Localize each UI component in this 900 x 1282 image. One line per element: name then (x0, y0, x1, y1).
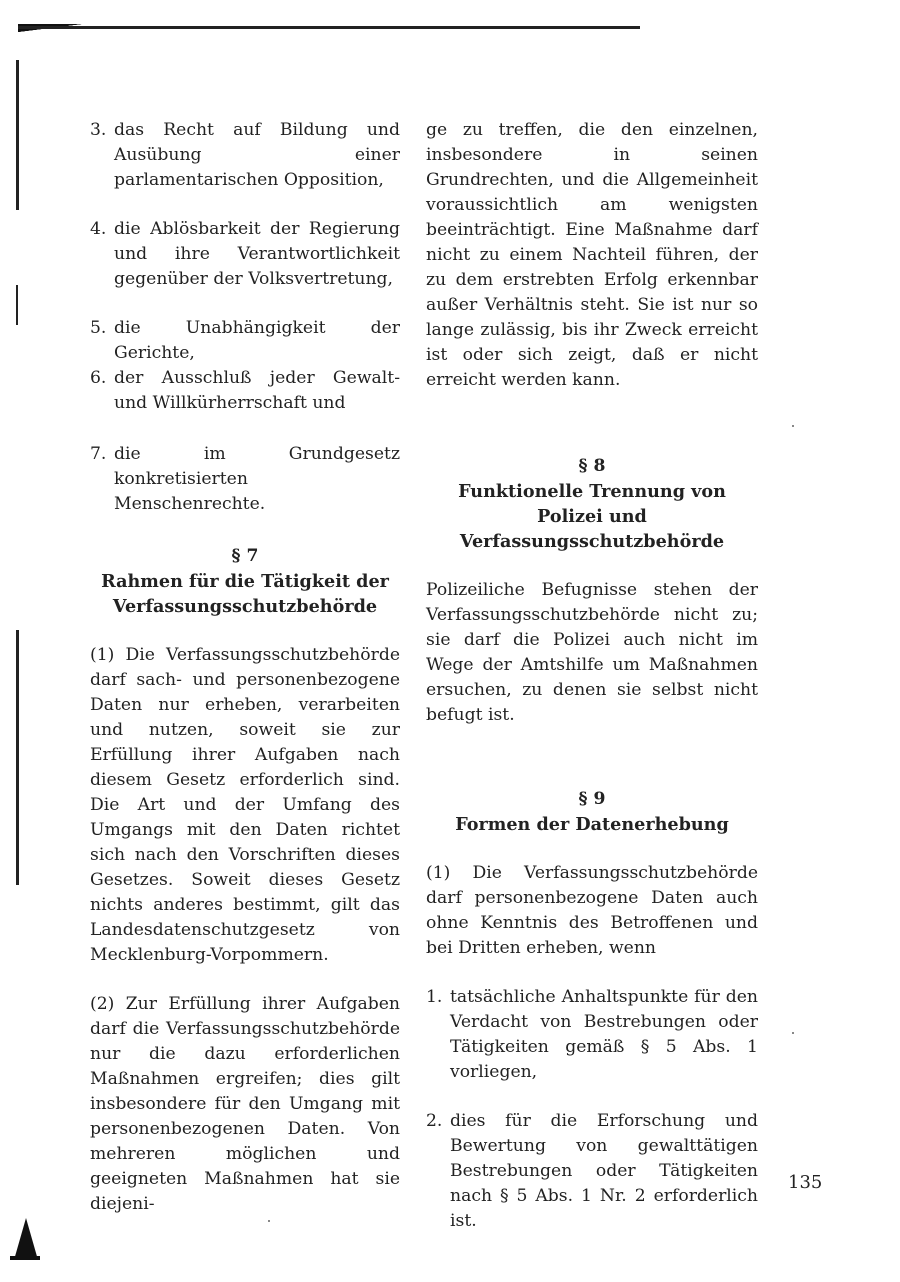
paragraph: ge zu treffen, die den einzelnen, insbesondere in seinen Grundrechten, und die Allgemeinheit voraussichtlich am wenigsten beeinträchtigt. Eine Maßnahme darf nicht zu einem Nachteil führen, der zu dem erstrebten Erfolg erkennbar außer Verhältnis steht. Sie ist nur so lange zulässig, bis ihr Zweck erreicht ist oder sich zeigt, daß er nicht erreicht werden kann. (426, 120, 758, 390)
scan-dot (268, 1220, 270, 1222)
paragraph: (1) Die Verfassungsschutzbehörde darf sach- und personenbezogene Daten nur erheben, verarbeiten und nutzen, soweit sie zur Erfüllung ihrer Aufgaben nach diesem Gesetz erforderlich sind. Die Art und der Umfang des Umgangs mit den Daten richtet sich nach den Vorschriften dieses Gesetzes. Soweit dieses Gesetz nichts anderes bestimmt, gilt das Landesdatenschutzgesetz von Mecklenburg-Vorpommern. (90, 645, 400, 965)
item-text: die Ablösbarkeit der Regierung und ihre Verantwortlichkeit gegenüber der Volksvertretung, (114, 219, 400, 289)
item-number: 1. (426, 987, 443, 1007)
scan-top-rule (18, 26, 640, 29)
section-heading (426, 786, 758, 837)
list-item (426, 1109, 758, 1234)
item-text: der Ausschluß jeder Gewalt- und Willkürherrschaft und (114, 368, 400, 413)
list-item (90, 366, 400, 416)
scan-edge-mark (16, 60, 19, 210)
page-number: 135 (788, 1172, 823, 1193)
item-text: dies für die Erforschung und Bewertung von gewalttätigen Bestrebungen oder Tätigkeiten nach § 5 Abs. 1 Nr. 2 erforderlich ist. (450, 1111, 758, 1231)
item-number: 2. (426, 1111, 443, 1131)
item-number: 5. (90, 318, 107, 338)
list-item (90, 118, 400, 193)
paragraph: (1) Die Verfassungsschutzbehörde darf personenbezogene Daten auch ohne Kenntnis des Betroffenen und bei Dritten erheben, wenn (426, 863, 758, 958)
section-number: § 7 (231, 546, 259, 566)
section-heading (90, 543, 400, 619)
item-text: die Unabhängigkeit der Gerichte, (114, 318, 400, 363)
list-item (90, 442, 400, 514)
section-number: § 8 (578, 456, 606, 476)
item-number: 4. (90, 219, 107, 239)
right-column (426, 118, 758, 1234)
section-number: § 9 (578, 789, 606, 809)
list-item (90, 316, 400, 363)
item-number: 7. (90, 444, 107, 464)
scan-edge-mark (16, 630, 19, 885)
scan-corner-mark (14, 1218, 38, 1260)
item-number: 6. (90, 368, 107, 388)
item-number: 3. (90, 120, 107, 140)
section-heading (426, 453, 758, 554)
section-title: Rahmen für die Tätigkeit der Verfassungsschutzbehörde (101, 571, 389, 617)
scan-corner-base (10, 1256, 40, 1260)
left-column (90, 118, 400, 1217)
scan-edge-mark (16, 285, 18, 325)
paragraph: (2) Zur Erfüllung ihrer Aufgaben darf die Verfassungsschutzbehörde nur die dazu erforderlichen Maßnahmen ergreifen; dies gilt insbesondere für den Umgang mit personenbezogenen Daten. Von mehreren möglichen und geeigneten Maßnahmen hat sie diejeni- (90, 994, 400, 1214)
list-item (90, 217, 400, 292)
item-text: tatsächliche Anhaltspunkte für den Verdacht von Bestrebungen oder Tätigkeiten gemäß § 5 Abs. 1 vorliegen, (450, 987, 758, 1082)
section-title: Formen der Datenerhebung (455, 814, 729, 835)
item-text: die im Grundgesetz konkretisierten Menschenrechte. (114, 444, 400, 514)
scan-dot (792, 1032, 794, 1034)
scan-dot (792, 425, 794, 427)
paragraph: Polizeiliche Befugnisse stehen der Verfassungsschutzbehörde nicht zu; sie darf die Polizei auch nicht im Wege der Amtshilfe um Maßnahmen ersuchen, zu denen sie selbst nicht befugt ist. (426, 580, 758, 725)
item-text: das Recht auf Bildung und Ausübung einer parlamentarischen Opposition, (114, 120, 400, 190)
section-title: Funktionelle Trennung von Polizei und Verfassungsschutzbehörde (458, 481, 726, 552)
list-item (426, 985, 758, 1085)
